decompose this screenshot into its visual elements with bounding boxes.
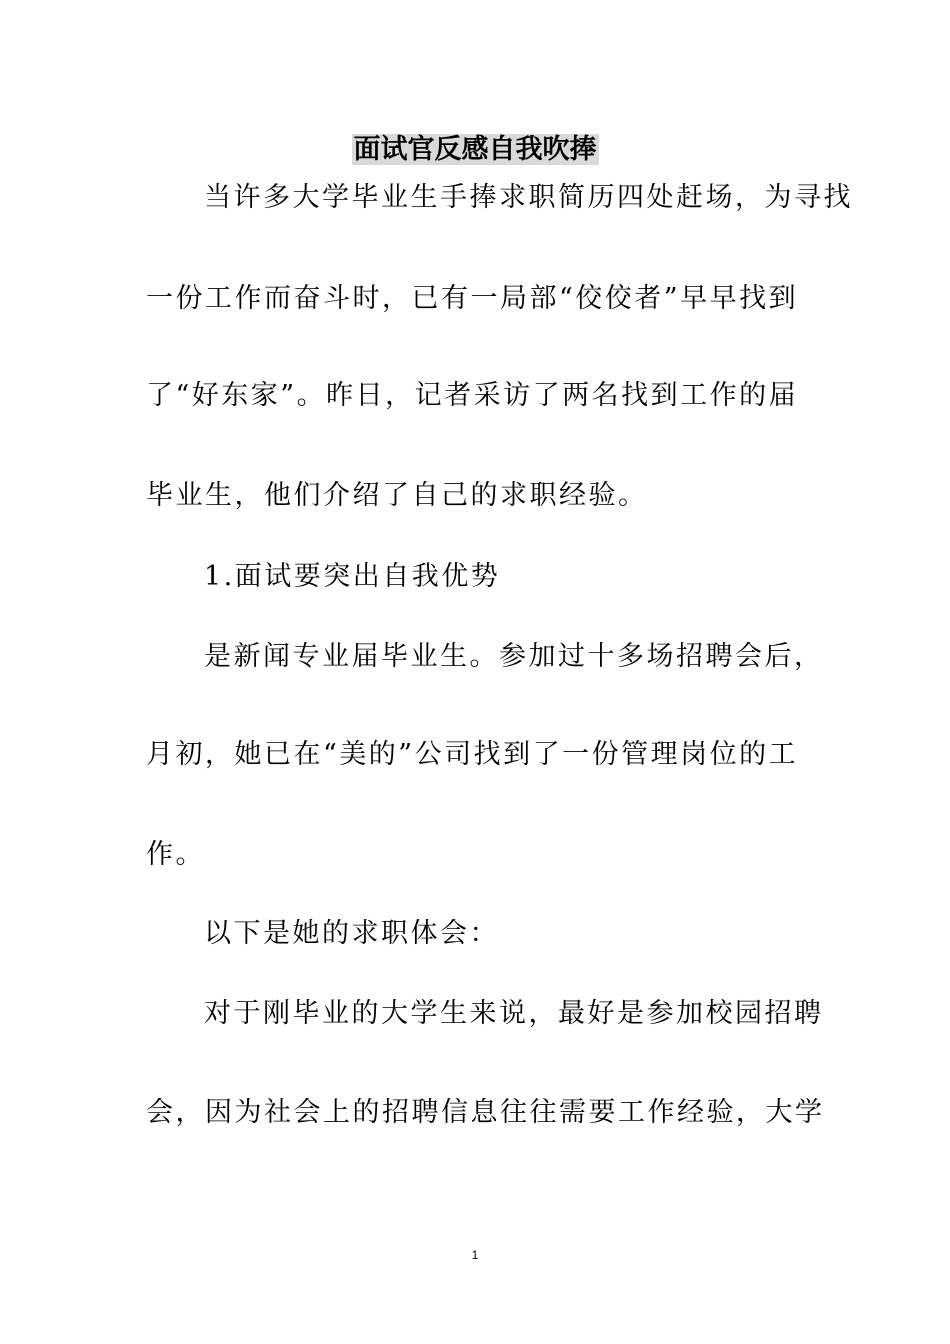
paragraph-line: 对于刚毕业的大学生来说，最好是参加校园招聘 (204, 998, 824, 1029)
page-number: 1 (471, 1248, 479, 1262)
paragraph-line: 会，因为社会上的招聘信息往往需要工作经验，大学 (146, 1097, 825, 1128)
paragraph-line: 以下是她的求职体会： (204, 918, 499, 949)
paragraph-line: 月初，她已在“美的”公司找到了一份管理岗位的工 (146, 739, 799, 770)
paragraph-line: 了“好东家”。昨日，记者采访了两名找到工作的届 (146, 380, 799, 411)
document-title: 面试官反感自我吹捧 (353, 134, 597, 165)
paragraph-line: 是新闻专业届毕业生。参加过十多场招聘会后， (204, 641, 824, 672)
paragraph-line: 当许多大学毕业生手捧求职简历四处赶场，为寻找 (204, 182, 853, 213)
paragraph-line: 毕业生，他们介绍了自己的求职经验。 (146, 480, 648, 511)
section-heading: 1.面试要突出自我优势 (204, 561, 501, 592)
paragraph-line: 一份工作而奋斗时，已有一局部“佼佼者”早早找到 (146, 283, 799, 314)
paragraph-line: 作。 (146, 839, 205, 870)
